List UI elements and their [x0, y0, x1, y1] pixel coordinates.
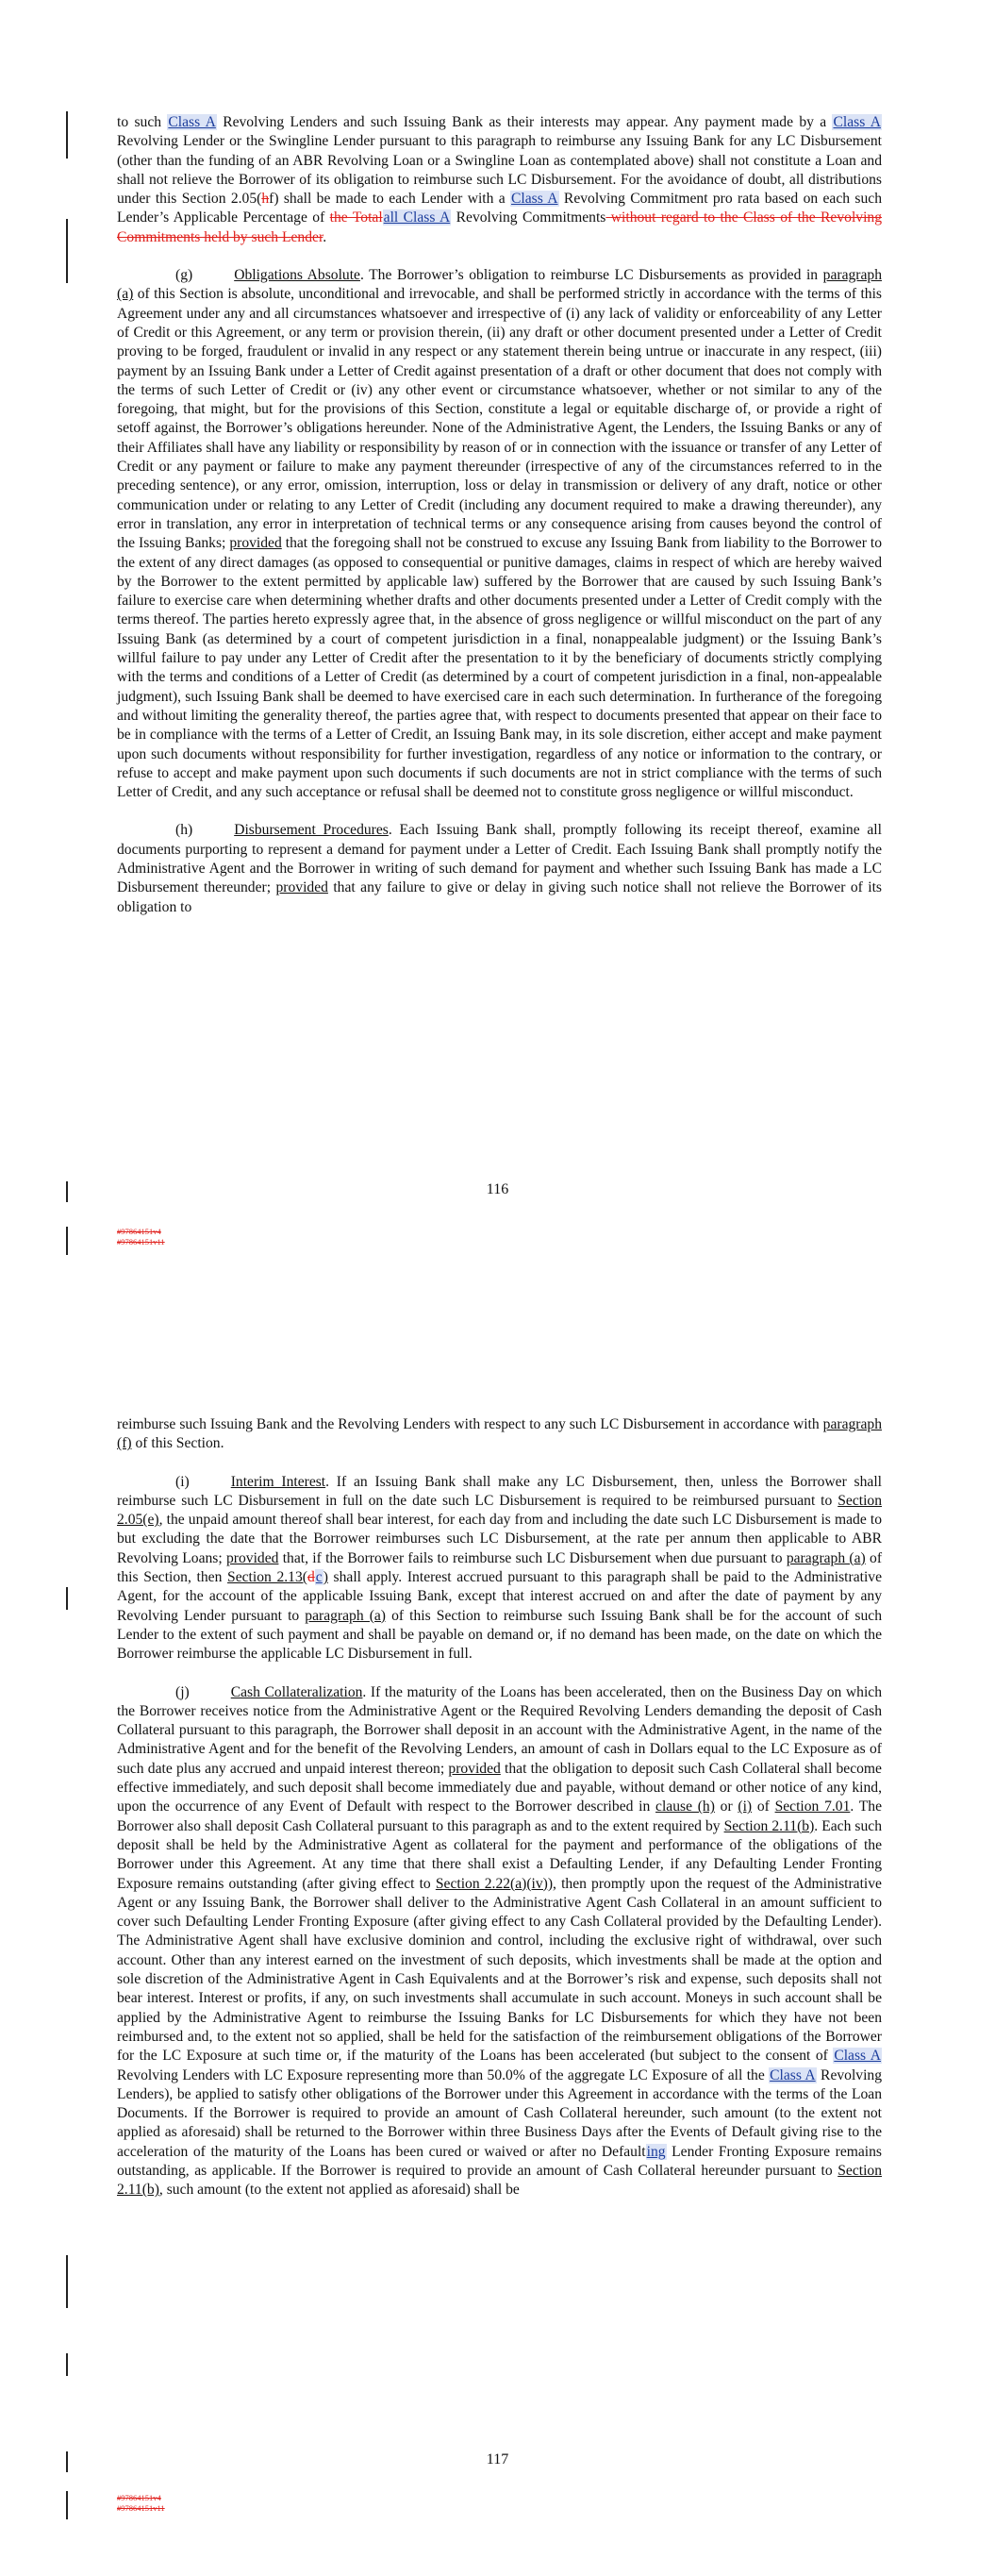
- deleted-text: d: [307, 1569, 315, 1586]
- cross-reference: paragraph (f): [117, 1416, 882, 1452]
- section-heading: Cash Collateralization: [230, 1683, 363, 1700]
- class-a-insertion: Class A: [511, 191, 558, 208]
- page-number: 116: [486, 1181, 509, 1197]
- cross-reference: Section 7.01: [774, 1798, 851, 1815]
- cross-reference: clause (h): [655, 1798, 715, 1815]
- inserted-text: ing: [646, 2143, 666, 2160]
- cross-reference: paragraph (a): [305, 1607, 387, 1624]
- page-116-body: [117, 113, 882, 936]
- page-number: 117: [486, 2451, 509, 2467]
- inserted-text: all Class A: [383, 209, 451, 226]
- paragraph-i: (i) Interim Interest. If an Issuing Bank shall make any LC Disbursement, then, unless the Borrower shall reimburse such LC Disbursement in full on the date such LC Disbursement is required to be reimbursed pursuant to Section 2.05(e), the unpaid amount thereof shall bear interest, for each day from and including the date such LC Disbursement is made to but excluding the date that the Borrower reimburses such LC Disbursement, at the rate per annum then applicable to ABR Revolving Loans; provided that, if the Borrower fails to reimburse such LC Disbursement when due pursuant to paragraph (a) of this Section, then Section 2.13(dc) shall apply. Interest accrued pursuant to this paragraph shall be paid to the Administrative Agent, for the account of the applicable Issuing Bank, except that interest accrued on and after the date of payment by any Revolving Lender pursuant to paragraph (a) of this Section to reimburse such Issuing Bank shall be for the account of such Lender to the extent of such payment and shall be payable on demand or, if no demand has been made, on the date on which the Borrower reimburse the applicable LC Disbursement in full.: [117, 1473, 883, 1663]
- class-a-insertion: Class A: [834, 2048, 882, 2065]
- provided-term: provided: [448, 1760, 501, 1777]
- document-id-footer: #97864151v4 #97864151v11: [117, 2493, 165, 2513]
- provided-term: provided: [275, 879, 328, 896]
- deleted-text: without regard to the Class of the Revolving Commitments held by such Lender: [117, 209, 882, 245]
- paragraph-g: (g) Obligations Absolute. The Borrower’s obligation to reimburse LC Disbursements as provided in paragraph (a) of this Section is absolute, unconditional and irrevocable, and shall be performed strictly in accordance with the terms of this Agreement under any and all circumstances whatsoever and irrespective of (i) any lack of validity or enforceability of any Letter of Credit or this Agreement, or any term or provision therein, (ii) any draft or other document presented under a Letter of Credit proving to be forged, fraudulent or invalid in any respect or any statement therein being untrue or inaccurate in any respect, (iii) payment by an Issuing Bank under a Letter of Credit against presentation of a draft or other document that does not comply with the terms of such Letter of Credit or (iv) any other event or circumstance whatsoever, whether or not similar to any of the foregoing, that might, but for the provisions of this Section, constitute a legal or equitable discharge of, or provide a right of setoff against, the Borrower’s obligations hereunder. None of the Administrative Agent, the Lenders, the Issuing Banks or any of their Affiliates shall have any liability or responsibility by reason of or in connection with the issuance or transfer of any Letter of Credit or any payment or failure to make any payment thereunder (irrespective of any of the circumstances referred to in the preceding sentence), or any error, omission, interruption, loss or delay in transmission or delivery of any draft, notice or other communication under or relating to any Letter of Credit (including any document required to make a drawing thereunder), any error in translation, any error in interpretation of technical terms or any consequence arising from causes beyond the control of the Issuing Banks; provided that the foregoing shall not be construed to excuse any Issuing Bank from liability to the Borrower to the extent of any direct damages (as opposed to consequential or punitive damages, claims in respect of which are hereby waived by the Borrower to the extent permitted by applicable law) suffered by the Borrower that are caused by such Issuing Bank’s failure to exercise care when determining whether drafts and other documents presented under a Letter of Credit comply with the terms thereof. The parties hereto expressly agree that, in the absence of gross negligence or willful misconduct on the part of any Issuing Bank (as determined by a court of competent jurisdiction in a final, nonappealable judgment) or the Issuing Bank’s willful failure to pay under any Letter of Credit after the presentation to it by the beneficiary of documents strictly complying with the terms and conditions of a Letter of Credit (as determined by a court of competent jurisdiction in a final, non-appealable judgment), such Issuing Bank shall be deemed to have exercised care in each such determination. In furtherance of the foregoing and without limiting the generality thereof, the parties agree that, with respect to documents presented that appear on their face to be in compliance with the terms of a Letter of Credit, an Issuing Bank may, in its sole discretion, either accept and make payment upon such documents without responsibility for further investigation, regardless of any notice or information to the contrary, or refuse to accept and make payment upon such documents if such documents are not in strict compliance with the terms of such Letter of Credit, and any such acceptance or refusal shall be deemed not to constitute gross negligence or willful misconduct.: [117, 267, 882, 801]
- cross-reference: Section 2.13(: [227, 1569, 307, 1586]
- cross-reference: Section 2.05(e): [117, 1492, 882, 1529]
- change-bar: [66, 2255, 68, 2308]
- cross-reference: paragraph (a): [117, 267, 882, 303]
- cross-reference: paragraph (a): [786, 1549, 866, 1566]
- cross-reference: Section 2.11(b): [723, 1817, 815, 1834]
- cross-reference: Section 2.11(b): [117, 2162, 882, 2199]
- section-heading: Disbursement Procedures: [234, 822, 389, 839]
- paragraph-j: (j) Cash Collateralization. If the maturity of the Loans has been accelerated, then on the Business Day on which the Borrower receives notice from the Administrative Agent or the Required Revolving Lenders demanding the deposit of Cash Collateral pursuant to this paragraph, the Borrower shall deposit in an account with the Administrative Agent, in the name of the Administrative Agent and for the benefit of the Revolving Lenders, an amount of cash in Dollars equal to the LC Exposure as of such date plus any accrued and unpaid interest thereon; provided that the obligation to deposit such Cash Collateral shall become effective immediately, and such deposit shall become immediately due and payable, without demand or other notice of any kind, upon the occurrence of any Event of Default with respect to the Borrower described in clause (h) or (i) of Section 7.01. The Borrower also shall deposit Cash Collateral pursuant to this paragraph as and to the extent required by Section 2.11(b). Each such deposit shall be held by the Administrative Agent as collateral for the payment and performance of the obligations of the Borrower under this Agreement. At any time that there shall exist a Defaulting Lender, if any Defaulting Lender Fronting Exposure remains outstanding (after giving effect to Section 2.22(a)(iv)), then promptly upon the request of the Administrative Agent or any Issuing Bank, the Borrower shall deliver to the Administrative Agent Cash Collateral in an amount sufficient to cover such Defaulting Lender Fronting Exposure (after giving effect to any Cash Collateral provided by the Defaulting Lender). The Administrative Agent shall have exclusive dominion and control, including the exclusive right of withdrawal, over such account. Other than any interest earned on the investment of such deposits, which investments shall be made at the option and sole discretion of the Administrative Agent in Cash Equivalents and at the Borrower’s risk and expense, such deposits shall not bear interest. Interest or profits, if any, on such investments shall accumulate in such account. Moneys in such account shall be applied by the Administrative Agent to reimburse the Issuing Banks for LC Disbursements for which they have not been reimbursed and, to the extent not so applied, shall be held for the satisfaction of the reimbursement obligations of the Borrower for the LC Exposure at such time or, if the maturity of the Loans has been accelerated (but subject to the consent of Class A Revolving Lenders with LC Exposure representing more than 50.0% of the aggregate LC Exposure of all the Class A Revolving Lenders), be applied to satisfy other obligations of the Borrower under this Agreement in accordance with the terms of the Loan Documents. If the Borrower is required to provide an amount of Cash Collateral hereunder, such amount (to the extent not applied as aforesaid) shall be returned to the Borrower within three Business Days after the Events of Default giving rise to the acceleration of the maturity of the Loans has been cured or waived or after no Defaulting Lender Fronting Exposure remains outstanding, as applicable. If the Borrower is required to provide an amount of Cash Collateral hereunder pursuant to Section 2.11(b), such amount (to the extent not applied as aforesaid) shall be: [117, 1683, 883, 2199]
- continuation-paragraph: to such Class A Revolving Lenders and such Issuing Bank as their interests may appear. Any payment made by a Class A Revolving Lender or the Swingline Lender pursuant to this paragraph to reimburse any Issuing Bank for any LC Disbursement (other than the funding of an ABR Revolving Loan or a Swingline Loan as contemplated above) shall not constitute a Loan and shall not relieve the Borrower of its obligation to reimburse such LC Disbursement. For the avoidance of doubt, all distributions under this Section 2.05(hf) shall be made to each Lender with a Class A Revolving Commitment pro rata based on each such Lender’s Applicable Percentage of the Totalall Class A Revolving Commitments without regard to the Class of the Revolving Commitments held by such Lender.: [117, 114, 882, 245]
- change-bar: [66, 111, 68, 159]
- inserted-text: c: [315, 1569, 323, 1586]
- class-a-insertion: Class A: [770, 2066, 816, 2083]
- page-117: [0, 1302, 995, 2576]
- provided-term: provided: [229, 535, 282, 552]
- document-id-footer: #97864151v4 #97864151v11: [117, 1227, 165, 1246]
- change-bar: [66, 2491, 68, 2519]
- change-bar: [66, 219, 68, 283]
- change-bar: [66, 1227, 68, 1255]
- cross-reference: (i): [738, 1798, 753, 1815]
- section-heading: Interim Interest: [230, 1473, 326, 1490]
- deleted-text: h: [261, 191, 270, 208]
- class-a-insertion: Class A: [168, 114, 216, 130]
- change-bar: [66, 2353, 68, 2376]
- continuation-paragraph: reimburse such Issuing Bank and the Revolving Lenders with respect to any such LC Disbursement in accordance with paragraph (f) of this Section.: [117, 1416, 882, 1452]
- class-a-insertion: Class A: [833, 114, 881, 130]
- change-bar: [66, 1587, 68, 1610]
- deleted-text: the Total: [329, 209, 383, 226]
- section-heading: Obligations Absolute: [234, 267, 360, 284]
- provided-term: provided: [225, 1549, 279, 1566]
- page-117-body: [117, 1415, 882, 2219]
- cross-reference: Section 2.22(a)(iv): [435, 1875, 548, 1892]
- paragraph-h: (h) Disbursement Procedures. Each Issuing Bank shall, promptly following its receipt thereof, examine all documents purporting to represent a demand for payment under a Letter of Credit. Each Issuing Bank shall promptly notify the Administrative Agent and the Borrower in writing of such demand for payment and whether such Issuing Bank has made a LC Disbursement thereunder; provided that any failure to give or delay in giving such notice shall not relieve the Borrower of its obligation to: [117, 822, 882, 915]
